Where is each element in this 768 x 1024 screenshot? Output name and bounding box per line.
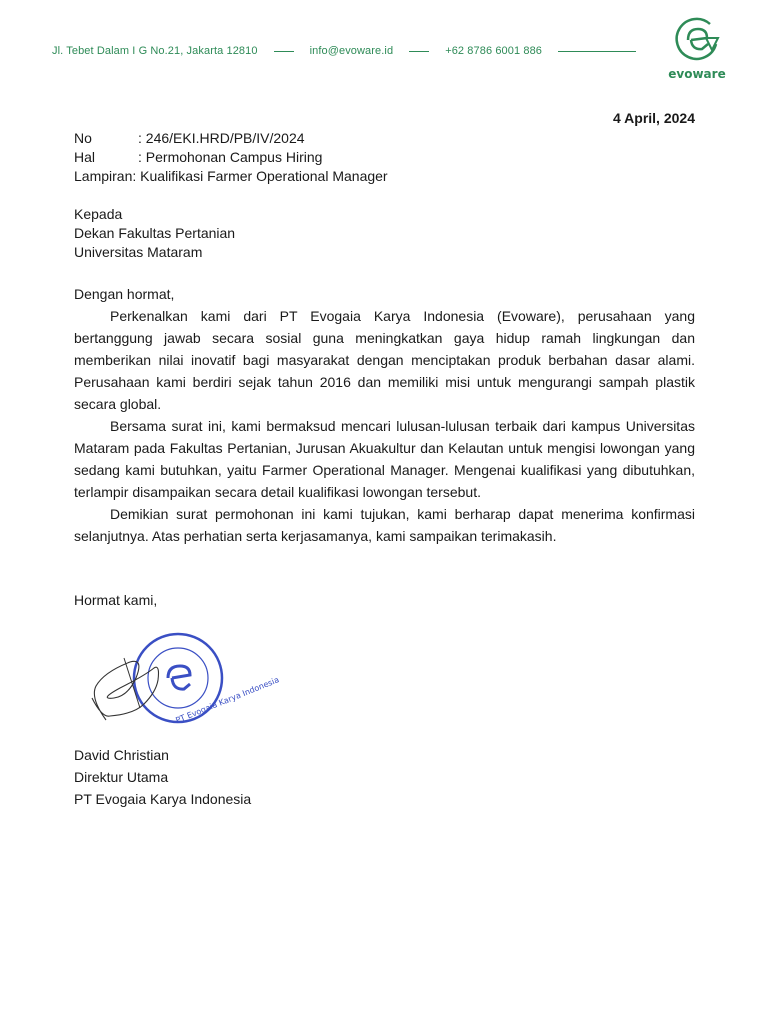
letter-body — [74, 283, 695, 547]
signer-name: David Christian — [74, 747, 169, 763]
letter-meta — [74, 129, 695, 186]
phone-text: +62 8786 6001 886 — [445, 45, 543, 57]
meta-key: Lampiran — [74, 168, 133, 184]
signature-stamp — [84, 628, 281, 726]
meta-row-attachment — [74, 167, 695, 186]
salutation: Dengan hormat, — [74, 286, 175, 302]
meta-value: : Permohonan Campus Hiring — [138, 149, 323, 165]
closing: Hormat kami, — [74, 592, 158, 608]
signer-block — [74, 744, 251, 810]
letterhead-contact — [52, 40, 652, 62]
divider — [409, 51, 429, 52]
email-text: info@evoware.id — [309, 45, 394, 57]
divider — [558, 51, 636, 52]
address-text: Jl. Tebet Dalam I G No.21, Jakarta 12810 — [52, 45, 258, 57]
body-paragraph: Demikian surat permohonan ini kami tujukan, kami berharap dapat menerima konfirmasi selanjutnya. Atas perhatian serta kerjasamanya, kami sampaikan terimakasih. — [74, 506, 695, 544]
logo-wordmark: evoware — [668, 67, 726, 81]
stamp-text: PT Evogaia Karya Indonesia — [174, 675, 281, 726]
body-paragraph: Perkenalkan kami dari PT Evogaia Karya Indonesia (Evoware), perusahaan yang bertanggung jawab secara sosial guna meningkatkan gaya hidup ramah lingkungan dan memberikan nilai inovatif bagi masyarakat dengan menciptakan produk berbahan dasar alami. Perusahaan kami berdiri sejak tahun 2016 dan memiliki misi untuk mengurangi sampah plastik secara global. — [74, 308, 695, 412]
recipient-line: Kepada — [74, 206, 123, 222]
recipient-line: Universitas Mataram — [74, 244, 203, 260]
body-paragraph: Bersama surat ini, kami bermaksud mencari lulusan-lulusan terbaik dari kampus Universitas Mataram pada Fakultas Pertanian, Jurusan Akuakultur dan Kelautan untuk mengisi lowongan yang sedang kami butuhkan, yaitu Farmer Operational Manager. Mengenai kualifikasi yang dibutuhkan, terlampir disampaikan secara detail kualifikasi lowongan tersebut. — [74, 418, 695, 500]
evoware-logo-icon — [672, 14, 722, 64]
meta-row-number — [74, 129, 695, 148]
meta-value: : 246/EKI.HRD/PB/IV/2024 — [138, 130, 305, 146]
meta-value: : Kualifikasi Farmer Operational Manager — [132, 168, 388, 184]
divider — [274, 51, 294, 52]
letter-date: 4 April, 2024 — [613, 110, 695, 126]
recipient-line: Dekan Fakultas Pertanian — [74, 225, 236, 241]
evoware-logo — [664, 14, 730, 82]
meta-row-subject — [74, 148, 695, 167]
meta-key: No — [74, 130, 92, 146]
company-stamp — [134, 634, 280, 725]
recipient-block — [74, 205, 695, 262]
signer-company: PT Evogaia Karya Indonesia — [74, 791, 252, 807]
meta-key: Hal — [74, 149, 96, 165]
signer-title: Direktur Utama — [74, 769, 169, 785]
